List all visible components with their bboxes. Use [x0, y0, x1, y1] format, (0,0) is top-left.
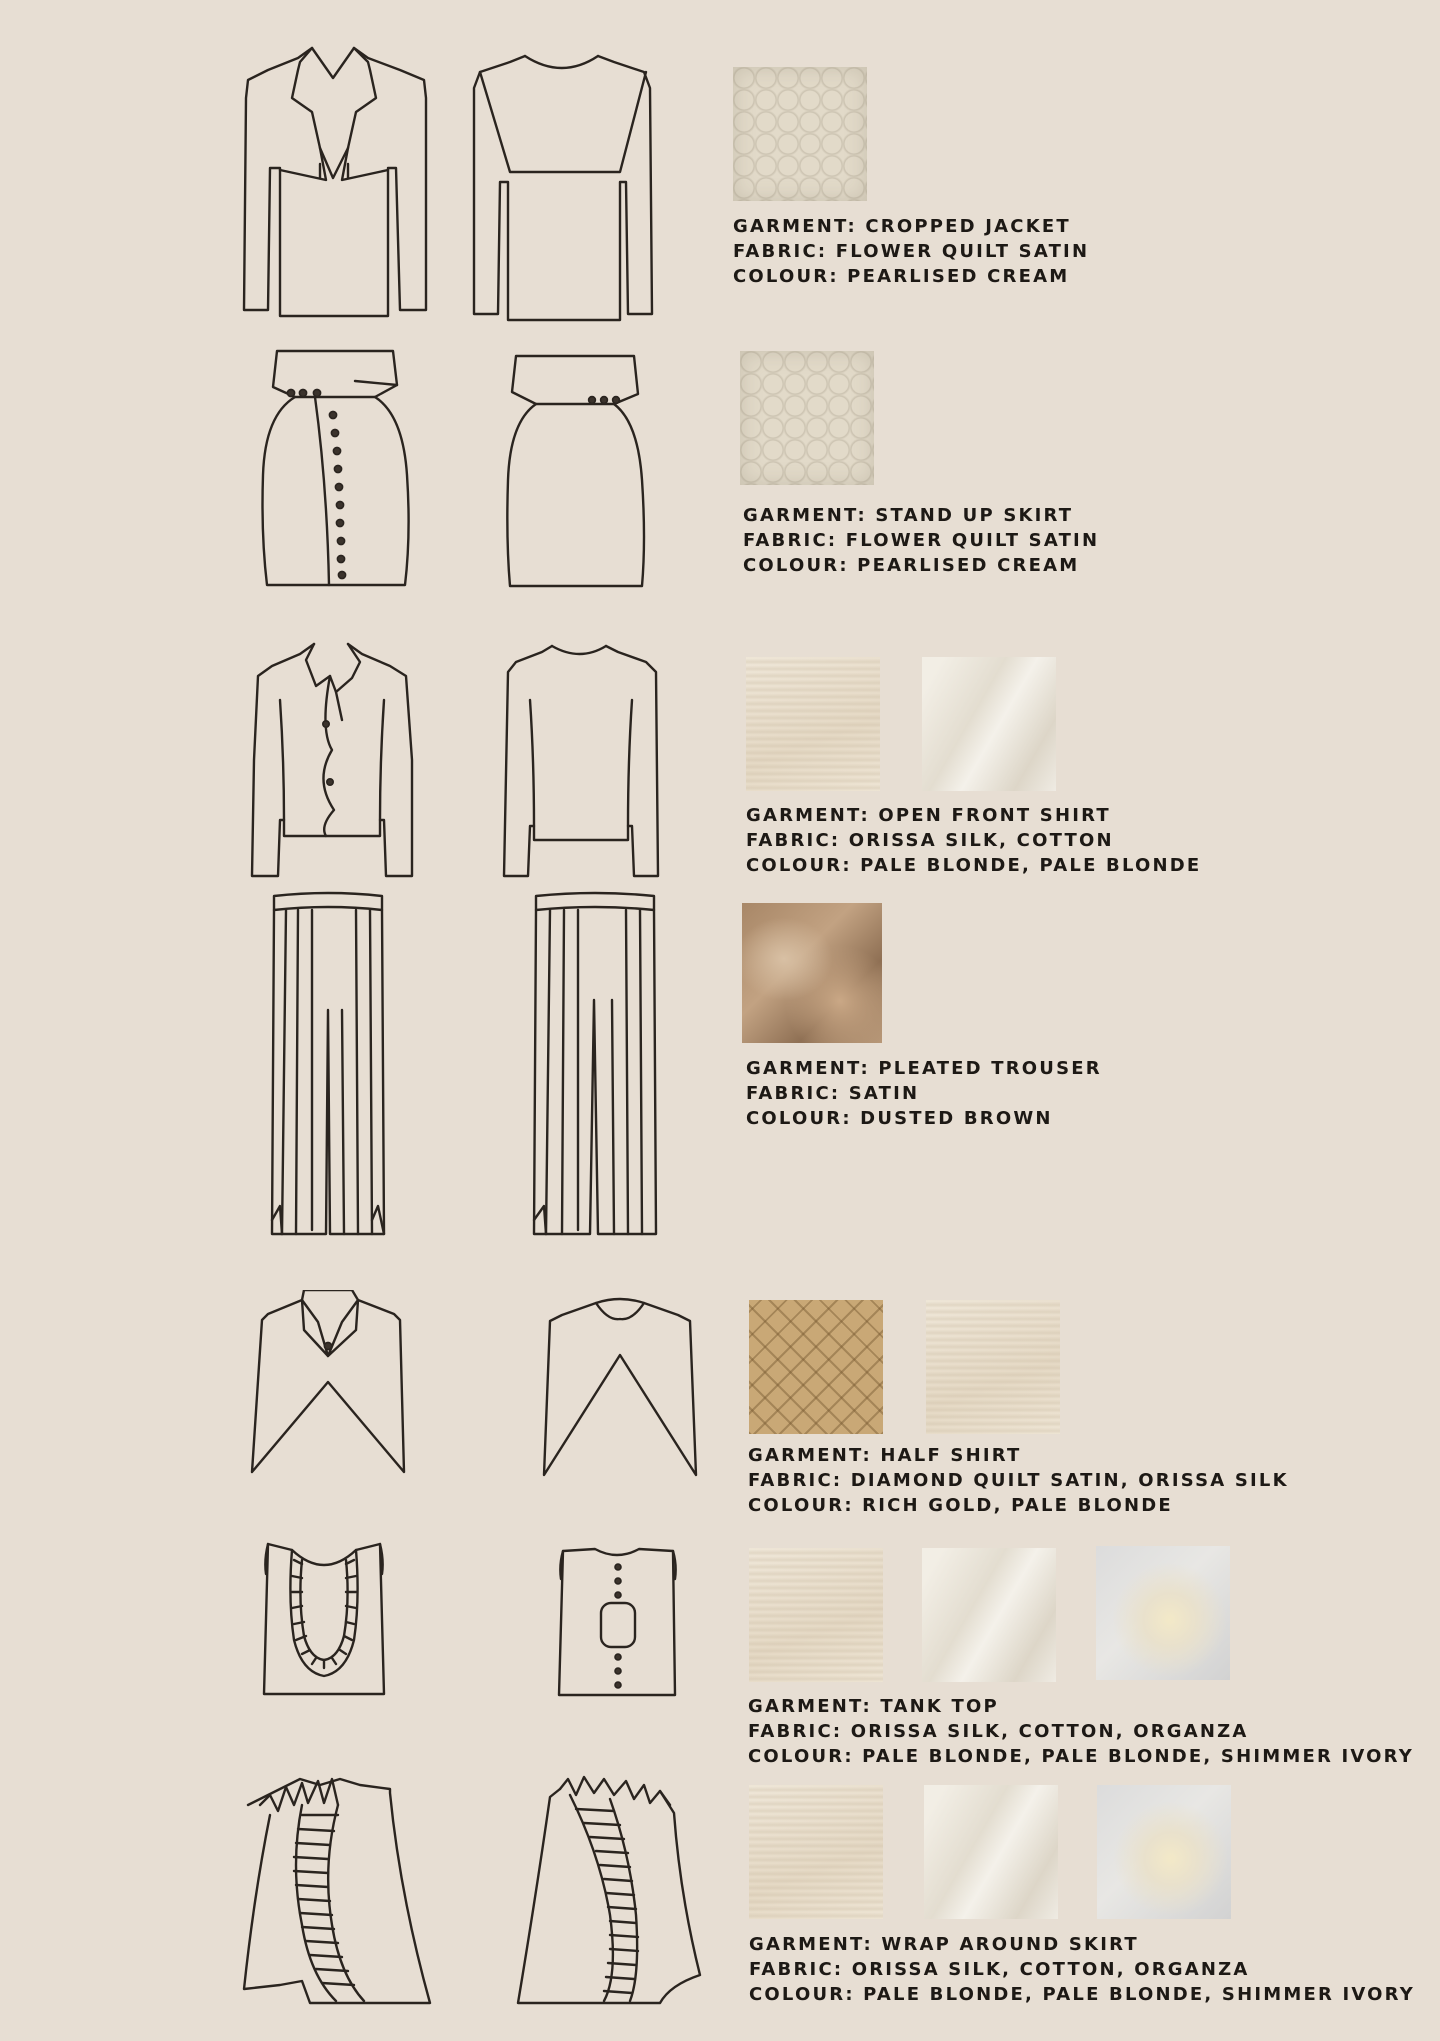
fabric-swatch-cotton: [922, 657, 1056, 791]
fabric-swatch-cotton: [922, 1548, 1056, 1682]
stand-up-skirt-back-sketch: [500, 350, 650, 595]
garment-name: GARMENT: HALF SHIRT: [748, 1445, 1022, 1466]
fabric-swatch-orissa-silk: [746, 657, 880, 791]
garment-name: GARMENT: WRAP AROUND SKIRT: [749, 1934, 1139, 1955]
wrap-around-skirt-front-sketch: [240, 1775, 440, 2010]
garment-name: GARMENT: STAND UP SKIRT: [743, 505, 1074, 526]
half-shirt-back-sketch: [540, 1297, 700, 1482]
fabric-name: FABRIC: SATIN: [746, 1083, 920, 1104]
fabric-name: FABRIC: ORISSA SILK, COTTON, ORGANZA: [749, 1959, 1250, 1980]
cropped-jacket-front-sketch: [240, 38, 430, 323]
pleated-trouser-back-sketch: [530, 890, 660, 1240]
half-shirt-front-sketch: [248, 1290, 408, 1480]
fabric-swatch-organza: [1097, 1785, 1231, 1919]
garment-info-open-front-shirt: [746, 803, 1201, 878]
garment-name: GARMENT: CROPPED JACKET: [733, 216, 1071, 237]
fabric-swatch-flower-quilt-satin: [733, 67, 867, 201]
colour-name: COLOUR: PEARLISED CREAM: [743, 555, 1080, 576]
pleated-trouser-front-sketch: [268, 890, 388, 1240]
fabric-name: FABRIC: FLOWER QUILT SATIN: [733, 241, 1090, 262]
garment-info-cropped-jacket: [733, 214, 1089, 289]
open-front-shirt-front-sketch: [250, 640, 415, 885]
fabric-swatch-orissa-silk: [749, 1548, 883, 1682]
fabric-name: FABRIC: ORISSA SILK, COTTON: [746, 830, 1114, 851]
garment-name: GARMENT: OPEN FRONT SHIRT: [746, 805, 1111, 826]
cropped-jacket-back-sketch: [470, 52, 655, 322]
fabric-swatch-satin: [742, 903, 882, 1043]
garment-name: GARMENT: PLEATED TROUSER: [746, 1058, 1102, 1079]
fabric-name: FABRIC: ORISSA SILK, COTTON, ORGANZA: [748, 1721, 1249, 1742]
garment-info-wrap-around-skirt: [749, 1932, 1415, 2007]
fabric-swatch-orissa-silk: [926, 1300, 1060, 1434]
fabric-swatch-orissa-silk: [749, 1785, 883, 1919]
colour-name: COLOUR: PEARLISED CREAM: [733, 266, 1070, 287]
stand-up-skirt-front-sketch: [255, 345, 415, 595]
fabric-swatch-flower-quilt-satin: [740, 351, 874, 485]
fabric-swatch-diamond-quilt-satin: [749, 1300, 883, 1434]
garment-info-stand-up-skirt: [743, 503, 1099, 578]
garment-info-pleated-trouser: [746, 1056, 1102, 1131]
colour-name: COLOUR: PALE BLONDE, PALE BLONDE, SHIMMER IVORY: [748, 1746, 1414, 1767]
fabric-name: FABRIC: DIAMOND QUILT SATIN, ORISSA SILK: [748, 1470, 1289, 1491]
garment-info-half-shirt: [748, 1443, 1289, 1518]
tank-top-back-sketch: [555, 1545, 680, 1700]
wrap-around-skirt-back-sketch: [510, 1775, 710, 2010]
colour-name: COLOUR: PALE BLONDE, PALE BLONDE: [746, 855, 1202, 876]
garment-name: GARMENT: TANK TOP: [748, 1696, 999, 1717]
tank-top-front-sketch: [258, 1540, 388, 1700]
fabric-swatch-cotton: [924, 1785, 1058, 1919]
colour-name: COLOUR: PALE BLONDE, PALE BLONDE, SHIMMER IVORY: [749, 1984, 1415, 2005]
garment-info-tank-top: [748, 1694, 1414, 1769]
fabric-swatch-organza: [1096, 1546, 1230, 1680]
colour-name: COLOUR: RICH GOLD, PALE BLONDE: [748, 1495, 1173, 1516]
open-front-shirt-back-sketch: [500, 640, 660, 885]
fabric-name: FABRIC: FLOWER QUILT SATIN: [743, 530, 1100, 551]
colour-name: COLOUR: DUSTED BROWN: [746, 1108, 1053, 1129]
